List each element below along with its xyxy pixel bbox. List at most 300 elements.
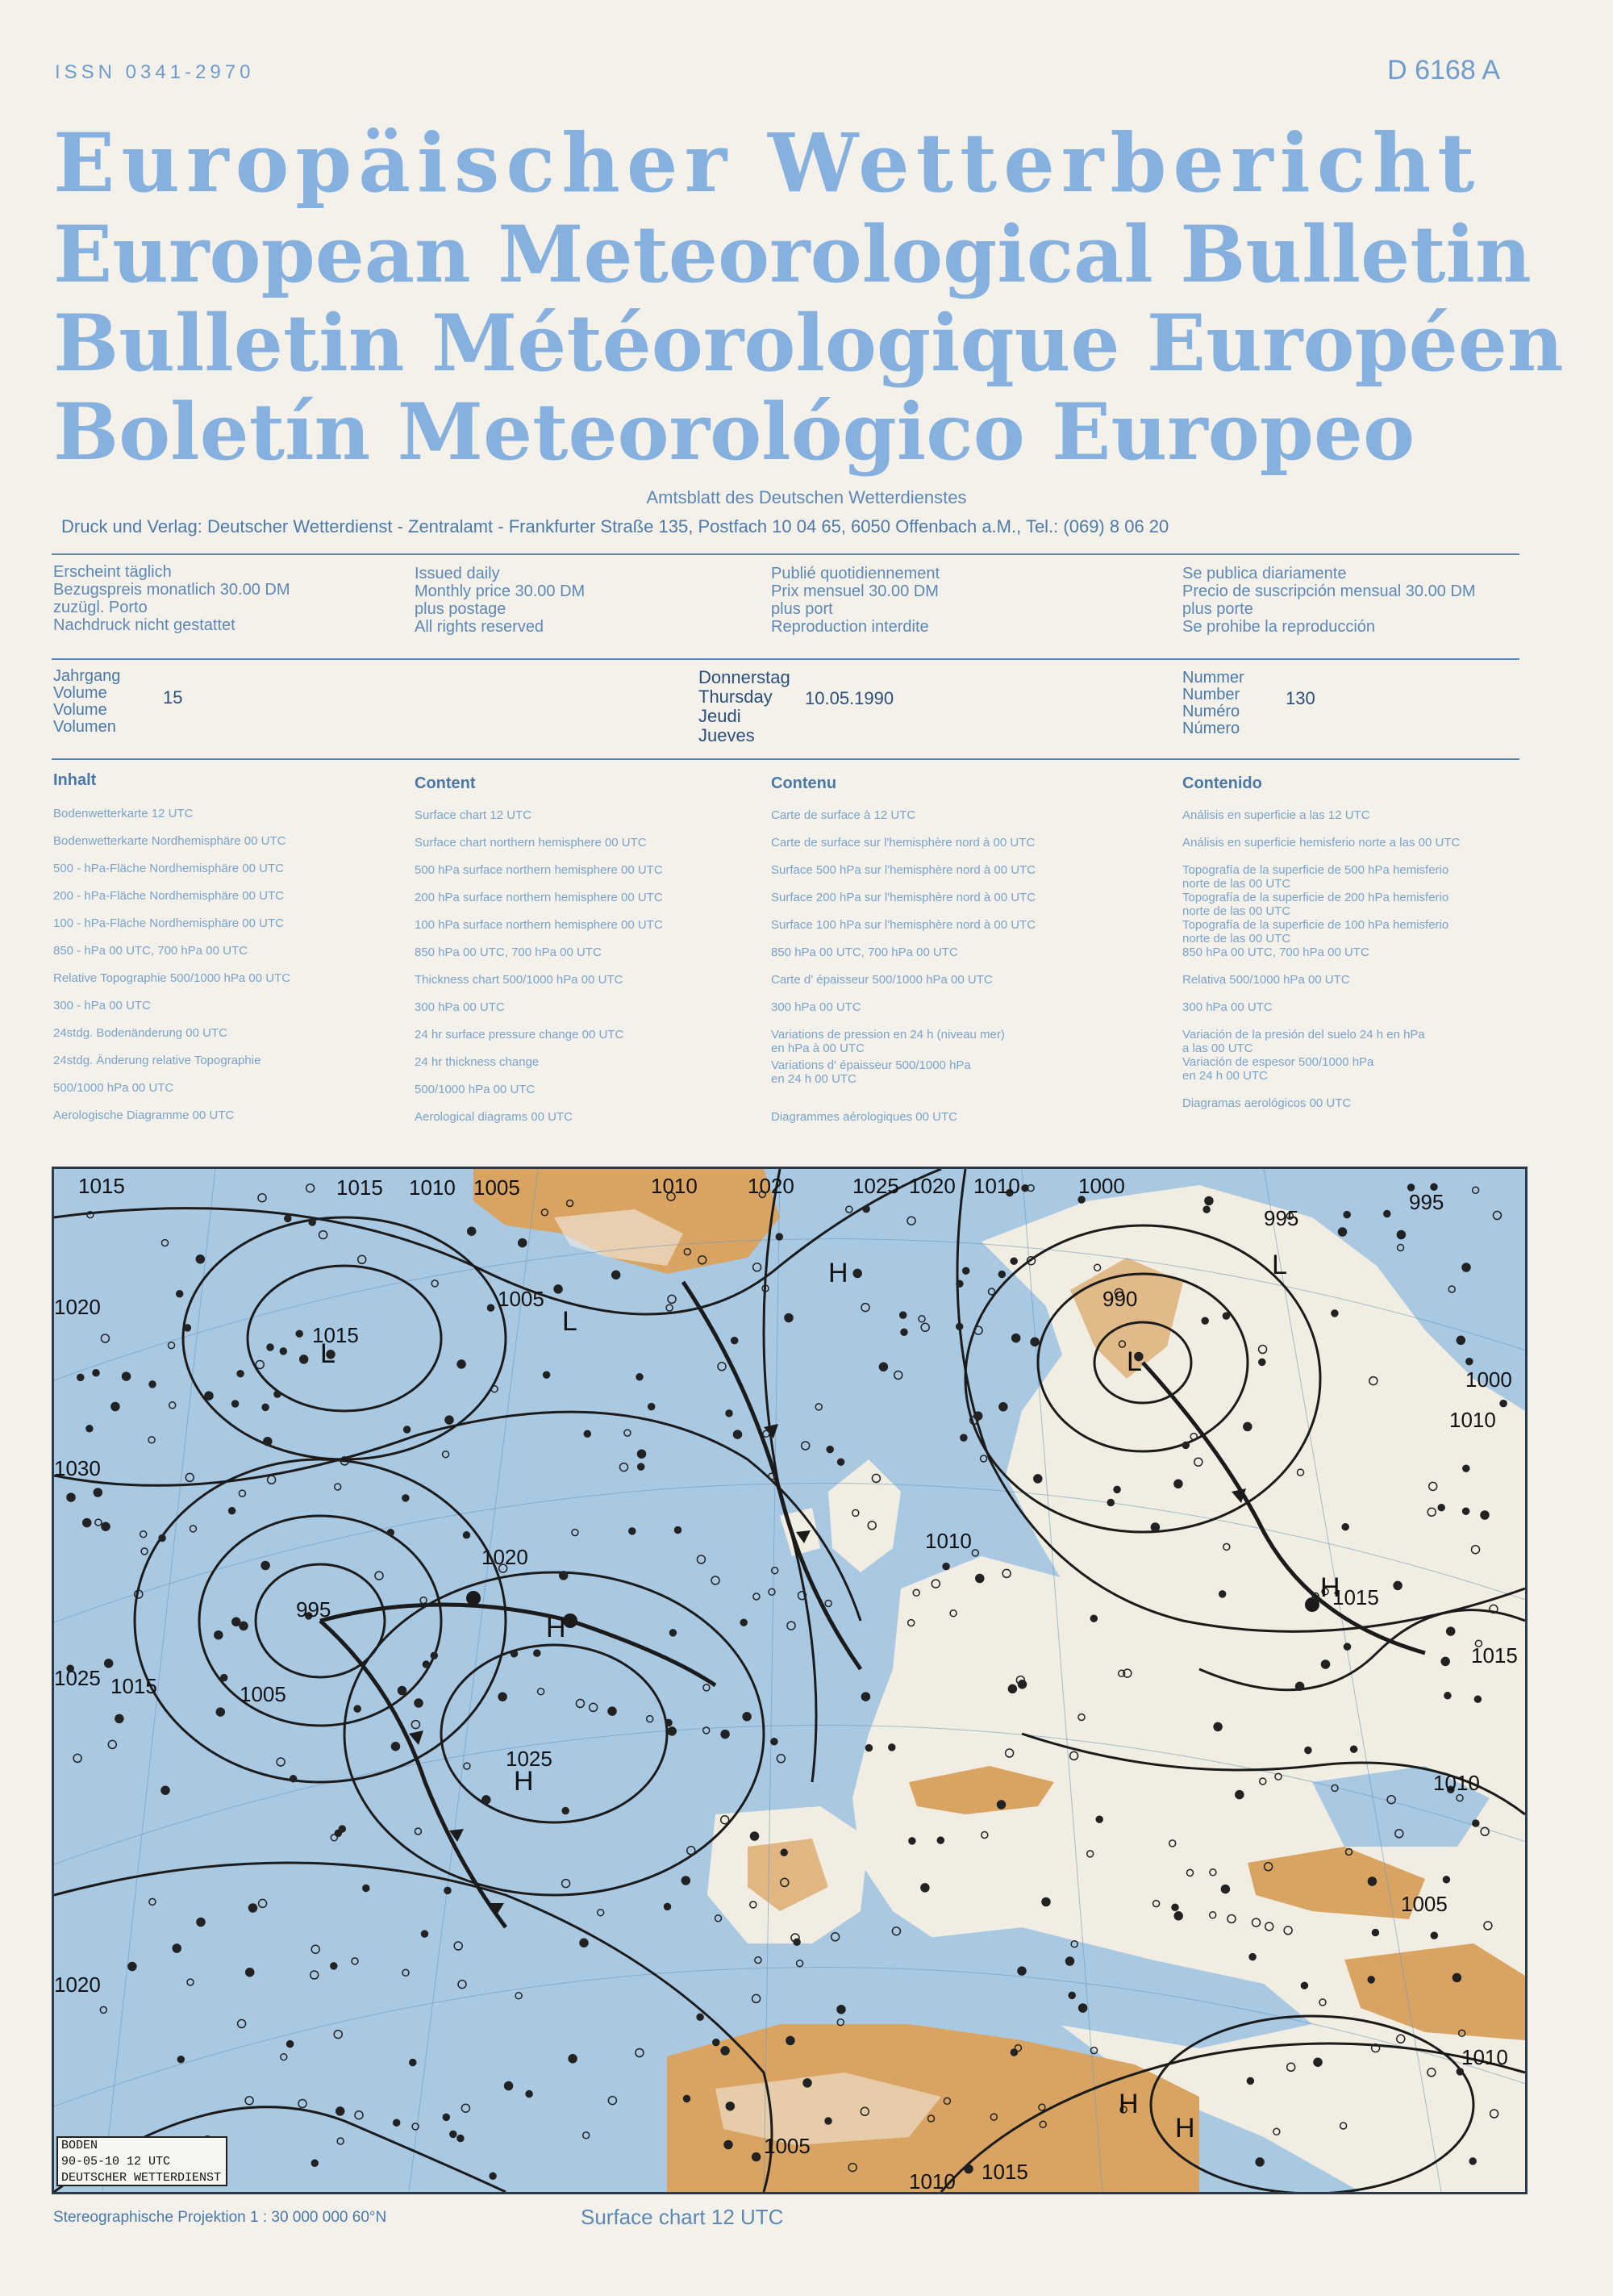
high-pressure-center: H (1119, 2089, 1139, 2119)
list-item: norte de las 00 UTC (1182, 932, 1291, 946)
station-marker (482, 1796, 490, 1804)
isobar-label: 1015 (110, 1674, 157, 1698)
station-marker (731, 1338, 738, 1344)
station-marker (184, 1325, 190, 1331)
list-item: 500/1000 hPa 00 UTC (53, 1081, 174, 1095)
station-marker (1259, 1359, 1265, 1365)
station-marker (612, 1271, 620, 1279)
station-marker (681, 1876, 690, 1885)
station-marker (554, 1285, 562, 1293)
station-marker (287, 2041, 294, 2048)
station-marker (415, 1699, 423, 1707)
list-item: a las 00 UTC (1182, 1042, 1253, 1055)
list-item: Relative Topographie 500/1000 hPa 00 UTC (53, 971, 291, 985)
list-item: Análisis en superficie a las 12 UTC (1182, 808, 1370, 822)
list-item: Surface 200 hPa sur l'hemisphère nord à 00 UTC (771, 891, 1036, 904)
list-item: Surface chart northern hemisphere 00 UTC (415, 836, 647, 850)
isobar-label: 1015 (336, 1175, 383, 1200)
station-marker (102, 1522, 110, 1530)
isobar-label: 990 (1102, 1287, 1138, 1311)
issue-date: 10.05.1990 (805, 688, 894, 708)
high-pressure-center: H (1320, 1572, 1340, 1603)
station-marker (149, 1381, 156, 1388)
station-marker (1096, 1816, 1102, 1822)
station-marker (392, 1743, 400, 1751)
station-marker (1443, 1876, 1449, 1883)
station-marker (752, 2153, 761, 2161)
station-marker (1301, 1982, 1307, 1989)
station-marker (781, 1849, 787, 1856)
station-marker (1342, 1524, 1348, 1530)
list-item: Variations de pression en 24 h (niveau mer) (771, 1028, 1005, 1042)
station-marker (957, 1280, 963, 1287)
list-item: 300 hPa 00 UTC (415, 1000, 505, 1014)
station-marker (363, 1885, 369, 1892)
isobar-label: 1015 (312, 1323, 359, 1347)
isobar-label: 1000 (1465, 1367, 1512, 1392)
station-marker (410, 2060, 416, 2066)
list-item: 500/1000 hPa 00 UTC (415, 1083, 536, 1096)
station-marker (544, 1371, 550, 1378)
station-marker (498, 1693, 506, 1701)
station-marker (1332, 1310, 1338, 1317)
high-pressure-center: H (514, 1766, 534, 1797)
station-marker (697, 2014, 703, 2020)
list-item: 24stdg. Änderung relative Topographie (53, 1054, 261, 1067)
station-marker (161, 1786, 169, 1794)
list-item: 850 hPa 00 UTC, 700 hPa 00 UTC (771, 946, 958, 959)
list-item: 500 - hPa-Fläche Nordhemisphäre 00 UTC (53, 862, 284, 875)
station-marker (889, 1744, 895, 1751)
station-marker (1079, 2004, 1087, 2012)
station-marker (216, 1708, 224, 1716)
isobar-label: 1010 (1449, 1408, 1496, 1432)
list-item: Diagrammes aérologiques 00 UTC (771, 1110, 957, 1124)
station-marker (965, 2165, 973, 2173)
station-marker (734, 1430, 742, 1438)
station-marker (280, 1348, 286, 1355)
station-marker (246, 1968, 254, 1977)
station-marker (1034, 1475, 1042, 1483)
list-item: 500 hPa surface northern hemisphere 00 UTC (415, 863, 663, 877)
low-pressure-center: L (1127, 1346, 1142, 1377)
station-marker (173, 1944, 181, 1952)
list-item: norte de las 00 UTC (1182, 877, 1291, 891)
station-marker (976, 1575, 984, 1583)
station-marker (636, 1374, 643, 1380)
station-marker (1463, 1465, 1469, 1472)
isobar-label: 1005 (1401, 1892, 1448, 1916)
station-marker (961, 1434, 967, 1441)
station-marker (444, 1887, 451, 1893)
isobar-label: 1015 (1332, 1585, 1379, 1609)
station-marker (274, 1391, 281, 1397)
list-item: 850 hPa 00 UTC, 700 hPa 00 UTC (1182, 946, 1369, 959)
isobar-label: 1015 (982, 2160, 1028, 2184)
station-marker (771, 1739, 777, 1745)
low-pressure-center: L (1272, 1250, 1287, 1280)
station-marker (1114, 1486, 1120, 1492)
isobar-label: 1020 (54, 1972, 101, 1997)
station-marker (776, 1234, 782, 1240)
station-marker (83, 1519, 91, 1527)
station-marker (1463, 1508, 1469, 1514)
list-item: 100 - hPa-Fläche Nordhemisphäre 00 UTC (53, 916, 284, 930)
station-marker (311, 2160, 318, 2166)
station-marker (865, 1745, 872, 1751)
station-marker (221, 1675, 227, 1681)
station-marker (1022, 1185, 1028, 1192)
station-marker (264, 1438, 272, 1446)
publisher-address: Druck und Verlag: Deutscher Wetterdienst - Zentralamt - Frankfurter Straße 135, Postfach 10 04 65, 6050 Offenbach a.M., Tel.: (069) 8 06 20 (61, 516, 1169, 536)
station-marker (638, 1463, 644, 1470)
isobar-label: 1015 (1471, 1643, 1518, 1668)
station-marker (909, 1838, 915, 1844)
isobar-label: 995 (296, 1597, 331, 1622)
station-marker (93, 1370, 99, 1376)
isobar-label: 1010 (1433, 1771, 1480, 1795)
station-marker (309, 1219, 315, 1225)
front-semicircle (466, 1591, 481, 1605)
station-marker (1469, 2158, 1476, 2165)
list-item: Aerologische Diagramme 00 UTC (53, 1108, 235, 1122)
station-marker (569, 2055, 577, 2063)
station-marker (105, 1659, 113, 1668)
station-marker (1322, 1660, 1330, 1668)
low-pressure-center: L (562, 1306, 577, 1337)
station-marker (404, 1426, 411, 1433)
volume-labels: Jahrgang Volume Volume Volumen (53, 667, 121, 736)
station-marker (67, 1493, 75, 1501)
divider (52, 658, 1519, 660)
station-marker (1351, 1746, 1357, 1752)
list-item: 300 hPa 00 UTC (771, 1000, 861, 1014)
station-marker (1344, 1212, 1350, 1218)
list-item: Surface 500 hPa sur l'hemisphère nord à 00 UTC (771, 863, 1036, 877)
subscription-german: Erscheint täglich Bezugspreis monatlich 30.00 DM zuzügl. Porto Nachdruck nicht gestattet (53, 563, 290, 634)
station-marker (387, 1530, 394, 1536)
station-marker (901, 1329, 907, 1335)
station-marker (402, 1495, 409, 1501)
station-marker (1249, 1954, 1256, 1960)
station-marker (1205, 1197, 1213, 1205)
station-marker (1236, 1791, 1244, 1799)
station-marker (1214, 1722, 1222, 1730)
station-marker (1223, 1313, 1229, 1319)
list-item: Surface chart 12 UTC (415, 808, 532, 822)
station-marker (450, 2131, 456, 2137)
list-item: 24 hr surface pressure change 00 UTC (415, 1028, 624, 1042)
isobar-label: 995 (1409, 1190, 1444, 1214)
station-marker (669, 1630, 676, 1636)
station-marker (713, 2039, 719, 2046)
isobar-label: 1025 (506, 1747, 552, 1771)
isobar-label: 1010 (909, 2169, 956, 2192)
list-item: Variación de espesor 500/1000 hPa (1182, 1055, 1374, 1069)
station-marker (261, 1562, 269, 1570)
projection-note: Stereographische Projektion 1 : 30 000 000 60°N (53, 2209, 387, 2226)
station-marker (1172, 1904, 1178, 1910)
station-marker (1431, 1932, 1437, 1939)
map-stamp (56, 2136, 227, 2186)
station-marker (838, 1459, 844, 1465)
station-marker (394, 2119, 400, 2126)
weekday-labels: Donnerstag Thursday Jeudi Jueves (698, 667, 790, 745)
station-marker (177, 1291, 183, 1297)
title-french: Bulletin Météorologique Européen (53, 298, 1564, 389)
station-marker (123, 1372, 131, 1380)
isobar-label: 1020 (909, 1174, 956, 1198)
station-marker (879, 1363, 887, 1371)
number-labels: Nummer Number Numéro Número (1182, 669, 1244, 737)
station-marker (1219, 1591, 1226, 1597)
isobar-label: 1010 (409, 1175, 456, 1200)
station-marker (665, 1719, 672, 1726)
contents-heading-spanish: Contenido (1182, 774, 1262, 792)
station-marker (77, 1374, 84, 1380)
station-marker (232, 1618, 240, 1626)
station-marker (937, 1837, 944, 1843)
station-marker (684, 2095, 690, 2102)
surface-weather-map (52, 1167, 1528, 2194)
station-marker (751, 1832, 759, 1840)
station-marker (998, 1271, 1005, 1278)
station-marker (1019, 1680, 1027, 1689)
station-marker (1457, 2068, 1463, 2075)
contents-list-german (53, 807, 290, 1122)
title-spanish: Boletín Meteorológico Europeo (53, 386, 1415, 478)
isobar-label: 1015 (78, 1174, 125, 1198)
station-marker (999, 1403, 1007, 1411)
station-marker (526, 2091, 532, 2098)
station-marker (331, 1963, 337, 1969)
list-item: 850 - hPa 00 UTC, 700 hPa 00 UTC (53, 944, 248, 958)
isobar-label: 995 (1264, 1206, 1299, 1230)
list-item: Variations d' épaisseur 500/1000 hPa (771, 1058, 971, 1072)
station-marker (511, 1651, 518, 1657)
station-marker (1244, 1422, 1252, 1430)
station-marker (519, 1239, 527, 1247)
station-marker (159, 1535, 165, 1542)
station-marker (675, 1527, 681, 1534)
station-marker (1011, 1258, 1017, 1264)
subscription-spanish: Se publica diariamente Precio de suscripción mensual 30.00 DM plus porte Se prohibe la reproducción (1182, 565, 1476, 636)
station-marker (957, 1323, 963, 1330)
contents-heading-english: Content (415, 774, 476, 792)
list-item: 850 hPa 00 UTC, 700 hPa 00 UTC (415, 946, 602, 959)
station-marker (608, 1707, 616, 1715)
station-marker (422, 1931, 428, 1937)
list-item: Análisis en superficie hemisferio norte a las 00 UTC (1182, 836, 1461, 850)
isobar-label: 1030 (54, 1456, 101, 1480)
station-marker (197, 1918, 205, 1927)
station-marker (963, 1267, 969, 1274)
station-marker (1462, 1263, 1470, 1271)
station-marker (354, 1705, 361, 1712)
station-marker (296, 1330, 302, 1337)
list-item: Surface 100 hPa sur l'hemisphère nord à 00 UTC (771, 918, 1036, 932)
list-item: 200 - hPa-Fläche Nordhemisphäre 00 UTC (53, 889, 284, 903)
issue-number: 130 (1286, 688, 1315, 708)
isobar-label: 1020 (748, 1174, 794, 1198)
station-marker (900, 1312, 907, 1318)
station-marker (457, 1360, 465, 1368)
list-item: Bodenwetterkarte 12 UTC (53, 807, 194, 820)
station-marker (665, 1903, 671, 1910)
station-marker (1372, 1930, 1378, 1936)
list-item: Variación de la presión del suelo 24 h en hPa (1182, 1028, 1425, 1042)
list-item: 100 hPa surface northern hemisphere 00 UTC (415, 918, 663, 932)
station-marker (721, 2047, 729, 2055)
station-marker (1031, 1338, 1039, 1346)
station-marker (464, 1532, 470, 1538)
station-marker (1247, 2077, 1253, 2084)
station-marker (724, 2141, 732, 2149)
station-marker (205, 1392, 213, 1400)
subscription-english: Issued daily Monthly price 30.00 DM plus postage All rights reserved (415, 565, 586, 636)
station-marker (726, 1410, 732, 1417)
station-marker (863, 1206, 869, 1213)
station-marker (290, 1776, 297, 1782)
station-marker (921, 1884, 929, 1892)
station-marker (468, 1227, 476, 1235)
stamp-line: 90-05-10 12 UTC (61, 2155, 171, 2169)
station-marker (1444, 1693, 1451, 1699)
station-marker (1182, 1442, 1189, 1448)
stamp-line: DEUTSCHER WETTERDIENST (61, 2171, 222, 2185)
isobar-label: 1010 (925, 1529, 972, 1553)
station-marker (1203, 1206, 1210, 1213)
station-marker (794, 1939, 800, 1945)
isobar-label: 1025 (852, 1174, 899, 1198)
list-item: Aerological diagrams 00 UTC (415, 1110, 573, 1124)
station-marker (240, 1622, 248, 1630)
isobar-label: 1020 (54, 1295, 101, 1319)
station-marker (196, 1255, 204, 1263)
list-item: Thickness chart 500/1000 hPa 00 UTC (415, 973, 623, 987)
station-marker (721, 1730, 729, 1739)
station-marker (1368, 1877, 1376, 1885)
contents-list-spanish (1182, 808, 1460, 1110)
station-marker (1151, 1523, 1159, 1531)
station-marker (1256, 2158, 1264, 2166)
station-marker (562, 1808, 569, 1814)
station-marker (1107, 1500, 1114, 1506)
subscription-french: Publié quotidiennement Prix mensuel 30.00 DM plus port Reproduction interdite (771, 565, 940, 636)
station-marker (232, 1401, 239, 1407)
station-marker (1012, 1334, 1020, 1342)
contents-list-french (771, 808, 1036, 1124)
station-marker (803, 2079, 811, 2087)
list-item: en 24 h 00 UTC (771, 1072, 857, 1086)
station-marker (1202, 1317, 1208, 1324)
station-marker (443, 2114, 449, 2120)
list-item: Carte de surface à 12 UTC (771, 808, 916, 822)
station-marker (1174, 1480, 1182, 1488)
station-marker (1368, 1977, 1374, 1983)
station-marker (629, 1528, 636, 1534)
station-marker (638, 1450, 646, 1458)
divider (52, 758, 1519, 760)
station-marker (825, 2118, 832, 2124)
list-item: Carte d' épaisseur 500/1000 hPa 00 UTC (771, 973, 993, 987)
list-item: Topografía de la superficie de 100 hPa hemisferio (1182, 918, 1449, 932)
station-marker (861, 1693, 869, 1701)
station-marker (1011, 2049, 1017, 2056)
station-marker (1438, 1505, 1444, 1511)
station-marker (1008, 1684, 1016, 1693)
station-marker (580, 1939, 588, 1947)
station-marker (1344, 1643, 1351, 1650)
station-marker (1481, 1511, 1489, 1519)
list-item: Relativa 500/1000 hPa 00 UTC (1182, 973, 1350, 987)
isobar-label: 1005 (764, 2134, 811, 2158)
station-marker (584, 1430, 590, 1437)
station-marker (1500, 1401, 1507, 1407)
station-marker (215, 1631, 223, 1639)
list-item: en hPa à 00 UTC (771, 1042, 865, 1055)
station-marker (837, 2006, 845, 2014)
station-marker (1305, 1747, 1311, 1754)
list-item: norte de las 00 UTC (1182, 904, 1291, 918)
station-marker (285, 1215, 291, 1221)
station-marker (1174, 1912, 1182, 1920)
station-marker (1296, 1682, 1304, 1690)
list-item: Bodenwetterkarte Nordhemisphäre 00 UTC (53, 834, 286, 848)
high-pressure-center: H (828, 1258, 848, 1288)
list-item: Carte de surface sur l'hemisphère nord à 00 UTC (771, 836, 1036, 850)
station-marker (128, 1963, 136, 1971)
station-marker (267, 1344, 273, 1350)
station-marker (229, 1508, 235, 1514)
station-marker (786, 2036, 794, 2044)
station-marker (1018, 1967, 1026, 1975)
station-marker (1314, 2058, 1322, 2066)
divider (52, 553, 1519, 555)
station-marker (94, 1488, 102, 1497)
station-marker (785, 1314, 793, 1322)
station-marker (249, 1904, 257, 1912)
station-marker (300, 1355, 308, 1363)
weather-map-canvas (54, 1169, 1525, 2192)
station-marker (853, 1269, 861, 1277)
station-marker (505, 2082, 513, 2090)
station-marker (943, 1563, 949, 1570)
document-number: D 6168 A (1387, 55, 1500, 86)
station-marker (974, 1412, 982, 1420)
title-english: European Meteorological Bulletin (53, 209, 1532, 300)
station-marker (1066, 1957, 1074, 1965)
isobar-label: 1010 (1461, 2045, 1508, 2069)
low-pressure-center: L (320, 1338, 336, 1369)
station-marker (1474, 1696, 1481, 1702)
station-marker (445, 1416, 453, 1424)
map-caption: Surface chart 12 UTC (581, 2205, 784, 2229)
station-marker (1042, 1898, 1050, 1906)
station-marker (423, 1661, 429, 1668)
station-marker (1473, 1820, 1479, 1826)
volume-value: 15 (163, 687, 183, 708)
station-marker (1466, 1359, 1473, 1365)
contents-heading-german: Inhalt (53, 771, 97, 789)
station-marker (1457, 1336, 1465, 1344)
station-marker (457, 2135, 464, 2142)
list-item: 200 hPa surface northern hemisphere 00 UTC (415, 891, 663, 904)
station-marker (1397, 1231, 1405, 1239)
station-marker (1090, 1615, 1097, 1622)
list-item: Topografía de la superficie de 500 hPa hemisferio (1182, 863, 1449, 877)
station-marker (86, 1426, 93, 1432)
